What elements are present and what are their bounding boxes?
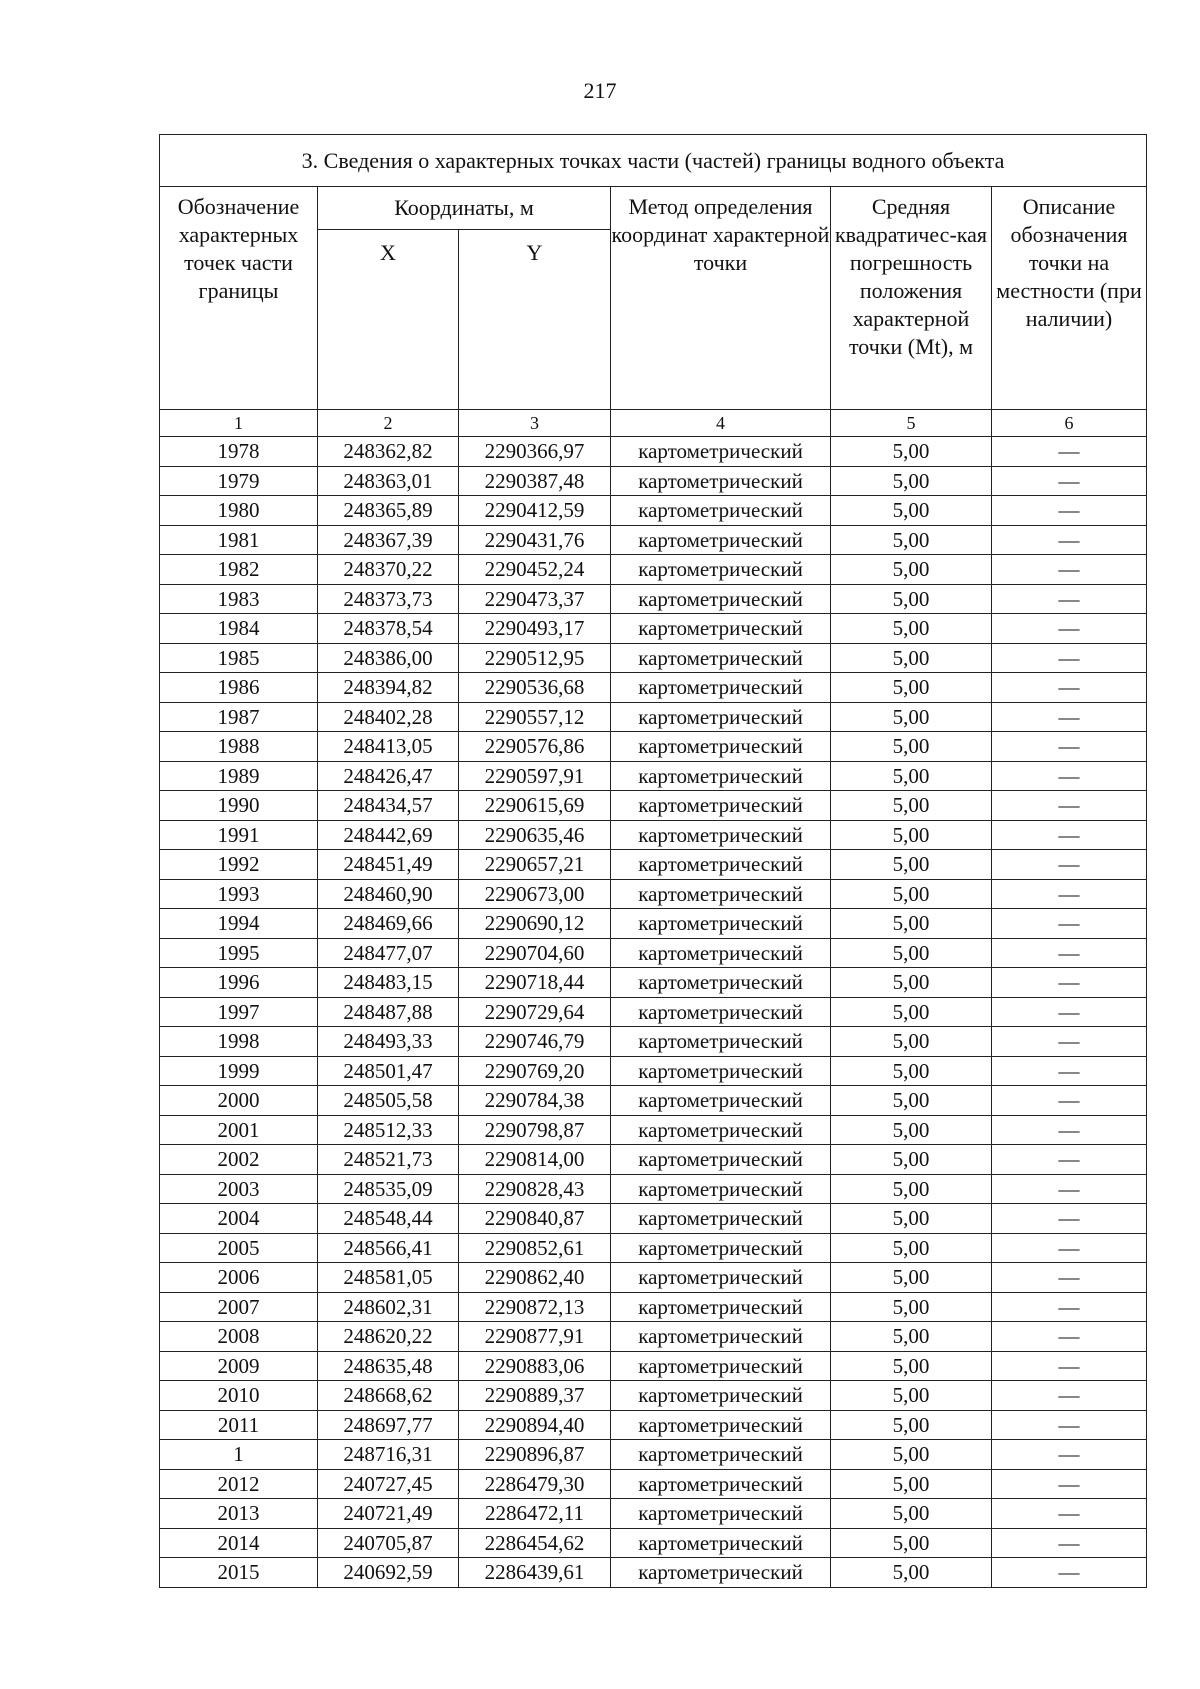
x-coordinate-cell: 248535,09 <box>318 1174 459 1204</box>
x-coordinate-cell: 248512,33 <box>318 1115 459 1145</box>
point-id-cell: 2003 <box>160 1174 318 1204</box>
x-coordinate-cell: 248367,39 <box>318 525 459 555</box>
y-coordinate-cell: 2290862,40 <box>459 1263 611 1293</box>
table-row <box>160 850 1147 880</box>
mt-cell: 5,00 <box>831 1233 992 1263</box>
mt-cell: 5,00 <box>831 1528 992 1558</box>
table-row <box>160 584 1147 614</box>
table-row <box>160 791 1147 821</box>
description-cell: — <box>992 879 1147 909</box>
point-id-cell: 1983 <box>160 584 318 614</box>
table-row <box>160 1322 1147 1352</box>
description-cell: — <box>992 1292 1147 1322</box>
mt-cell: 5,00 <box>831 1351 992 1381</box>
y-coordinate-cell: 2290635,46 <box>459 820 611 850</box>
mt-cell: 5,00 <box>831 968 992 998</box>
y-coordinate-cell: 2290690,12 <box>459 909 611 939</box>
point-id-cell: 1997 <box>160 997 318 1027</box>
table-row <box>160 1528 1147 1558</box>
mt-cell: 5,00 <box>831 732 992 762</box>
method-cell: картометрический <box>611 879 831 909</box>
description-cell: — <box>992 643 1147 673</box>
x-coordinate-cell: 248451,49 <box>318 850 459 880</box>
method-cell: картометрический <box>611 466 831 496</box>
point-id-cell: 1992 <box>160 850 318 880</box>
x-coordinate-cell: 248394,82 <box>318 673 459 703</box>
y-coordinate-cell: 2290872,13 <box>459 1292 611 1322</box>
x-coordinate-cell: 240721,49 <box>318 1499 459 1529</box>
y-coordinate-cell: 2290894,40 <box>459 1410 611 1440</box>
x-coordinate-cell: 248716,31 <box>318 1440 459 1470</box>
y-coordinate-cell: 2290877,91 <box>459 1322 611 1352</box>
mt-cell: 5,00 <box>831 1263 992 1293</box>
table-row <box>160 1351 1147 1381</box>
y-coordinate-cell: 2290883,06 <box>459 1351 611 1381</box>
description-cell: — <box>992 1204 1147 1234</box>
y-coordinate-cell: 2286454,62 <box>459 1528 611 1558</box>
x-coordinate-cell: 240727,45 <box>318 1469 459 1499</box>
mt-cell: 5,00 <box>831 1145 992 1175</box>
mt-cell: 5,00 <box>831 879 992 909</box>
table-row <box>160 1233 1147 1263</box>
method-cell: картометрический <box>611 909 831 939</box>
header-description: Описание обозначения точки на местности (при наличии) <box>992 187 1147 410</box>
header-designation: Обозначение характерных точек части границы <box>160 187 318 410</box>
method-cell: картометрический <box>611 1263 831 1293</box>
method-cell: картометрический <box>611 761 831 791</box>
table-row <box>160 997 1147 1027</box>
mt-cell: 5,00 <box>831 525 992 555</box>
method-cell: картометрический <box>611 1410 831 1440</box>
description-cell: — <box>992 1469 1147 1499</box>
table-row <box>160 496 1147 526</box>
method-cell: картометрический <box>611 437 831 467</box>
method-cell: картометрический <box>611 1086 831 1116</box>
mt-cell: 5,00 <box>831 761 992 791</box>
table-row <box>160 437 1147 467</box>
table-title: 3. Сведения о характерных точках части (частей) границы водного объекта <box>160 135 1147 187</box>
point-id-cell: 1994 <box>160 909 318 939</box>
mt-cell: 5,00 <box>831 555 992 585</box>
x-coordinate-cell: 248434,57 <box>318 791 459 821</box>
description-cell: — <box>992 909 1147 939</box>
point-id-cell: 1980 <box>160 496 318 526</box>
column-number: 3 <box>459 410 611 437</box>
method-cell: картометрический <box>611 1558 831 1588</box>
table-row <box>160 1174 1147 1204</box>
method-cell: картометрический <box>611 584 831 614</box>
point-id-cell: 2009 <box>160 1351 318 1381</box>
description-cell: — <box>992 1174 1147 1204</box>
column-number: 1 <box>160 410 318 437</box>
mt-cell: 5,00 <box>831 1204 992 1234</box>
y-coordinate-cell: 2290512,95 <box>459 643 611 673</box>
point-id-cell: 1996 <box>160 968 318 998</box>
x-coordinate-cell: 248581,05 <box>318 1263 459 1293</box>
method-cell: картометрический <box>611 1115 831 1145</box>
y-coordinate-cell: 2290493,17 <box>459 614 611 644</box>
y-coordinate-cell: 2290889,37 <box>459 1381 611 1411</box>
description-cell: — <box>992 614 1147 644</box>
table-row <box>160 614 1147 644</box>
mt-cell: 5,00 <box>831 997 992 1027</box>
mt-cell: 5,00 <box>831 1469 992 1499</box>
method-cell: картометрический <box>611 1381 831 1411</box>
x-coordinate-cell: 248566,41 <box>318 1233 459 1263</box>
method-cell: картометрический <box>611 1322 831 1352</box>
column-number: 6 <box>992 410 1147 437</box>
y-coordinate-cell: 2290784,38 <box>459 1086 611 1116</box>
y-coordinate-cell: 2290473,37 <box>459 584 611 614</box>
x-coordinate-cell: 248365,89 <box>318 496 459 526</box>
table-row <box>160 761 1147 791</box>
y-coordinate-cell: 2290704,60 <box>459 938 611 968</box>
description-cell: — <box>992 1027 1147 1057</box>
point-id-cell: 1979 <box>160 466 318 496</box>
mt-cell: 5,00 <box>831 1027 992 1057</box>
description-cell: — <box>992 1056 1147 1086</box>
description-cell: — <box>992 1086 1147 1116</box>
point-id-cell: 1998 <box>160 1027 318 1057</box>
method-cell: картометрический <box>611 1528 831 1558</box>
y-coordinate-cell: 2290852,61 <box>459 1233 611 1263</box>
header-y: Y <box>459 230 611 410</box>
x-coordinate-cell: 248483,15 <box>318 968 459 998</box>
point-id-cell: 1978 <box>160 437 318 467</box>
mt-cell: 5,00 <box>831 643 992 673</box>
method-cell: картометрический <box>611 732 831 762</box>
point-id-cell: 1987 <box>160 702 318 732</box>
point-id-cell: 1993 <box>160 879 318 909</box>
y-coordinate-cell: 2290769,20 <box>459 1056 611 1086</box>
point-id-cell: 1999 <box>160 1056 318 1086</box>
mt-cell: 5,00 <box>831 584 992 614</box>
method-cell: картометрический <box>611 1233 831 1263</box>
x-coordinate-cell: 248697,77 <box>318 1410 459 1440</box>
x-coordinate-cell: 248442,69 <box>318 820 459 850</box>
page-number: 217 <box>583 78 617 103</box>
description-cell: — <box>992 968 1147 998</box>
table-row <box>160 525 1147 555</box>
description-cell: — <box>992 1410 1147 1440</box>
mt-cell: 5,00 <box>831 437 992 467</box>
method-cell: картометрический <box>611 1351 831 1381</box>
header-x: X <box>318 230 459 410</box>
point-id-cell: 1982 <box>160 555 318 585</box>
description-cell: — <box>992 584 1147 614</box>
y-coordinate-cell: 2290412,59 <box>459 496 611 526</box>
table-row <box>160 1499 1147 1529</box>
y-coordinate-cell: 2290729,64 <box>459 997 611 1027</box>
description-cell: — <box>992 1381 1147 1411</box>
x-coordinate-cell: 248378,54 <box>318 614 459 644</box>
table-body <box>160 437 1147 1588</box>
x-coordinate-cell: 248620,22 <box>318 1322 459 1352</box>
method-cell: картометрический <box>611 1440 831 1470</box>
description-cell: — <box>992 1145 1147 1175</box>
table-row <box>160 1292 1147 1322</box>
method-cell: картометрический <box>611 643 831 673</box>
y-coordinate-cell: 2290452,24 <box>459 555 611 585</box>
x-coordinate-cell: 248521,73 <box>318 1145 459 1175</box>
column-number: 5 <box>831 410 992 437</box>
y-coordinate-cell: 2290896,87 <box>459 1440 611 1470</box>
y-coordinate-cell: 2290828,43 <box>459 1174 611 1204</box>
description-cell: — <box>992 496 1147 526</box>
mt-cell: 5,00 <box>831 496 992 526</box>
y-coordinate-cell: 2290798,87 <box>459 1115 611 1145</box>
method-cell: картометрический <box>611 702 831 732</box>
table-row <box>160 1440 1147 1470</box>
method-cell: картометрический <box>611 850 831 880</box>
y-coordinate-cell: 2286479,30 <box>459 1469 611 1499</box>
y-coordinate-cell: 2290814,00 <box>459 1145 611 1175</box>
table-row <box>160 555 1147 585</box>
point-id-cell: 2001 <box>160 1115 318 1145</box>
method-cell: картометрический <box>611 1204 831 1234</box>
table-row <box>160 643 1147 673</box>
table-row <box>160 820 1147 850</box>
column-number: 4 <box>611 410 831 437</box>
description-cell: — <box>992 850 1147 880</box>
y-coordinate-cell: 2290387,48 <box>459 466 611 496</box>
description-cell: — <box>992 1440 1147 1470</box>
table-row <box>160 1558 1147 1588</box>
x-coordinate-cell: 248501,47 <box>318 1056 459 1086</box>
table-row <box>160 466 1147 496</box>
method-cell: картометрический <box>611 1499 831 1529</box>
point-id-cell: 1984 <box>160 614 318 644</box>
method-cell: картометрический <box>611 1027 831 1057</box>
point-id-cell: 1995 <box>160 938 318 968</box>
point-id-cell: 1988 <box>160 732 318 762</box>
description-cell: — <box>992 1263 1147 1293</box>
description-cell: — <box>992 1115 1147 1145</box>
description-cell: — <box>992 1351 1147 1381</box>
mt-cell: 5,00 <box>831 1558 992 1588</box>
x-coordinate-cell: 248668,62 <box>318 1381 459 1411</box>
mt-cell: 5,00 <box>831 909 992 939</box>
mt-cell: 5,00 <box>831 1322 992 1352</box>
y-coordinate-cell: 2290536,68 <box>459 673 611 703</box>
description-cell: — <box>992 437 1147 467</box>
point-id-cell: 2000 <box>160 1086 318 1116</box>
mt-cell: 5,00 <box>831 938 992 968</box>
method-cell: картометрический <box>611 1292 831 1322</box>
point-id-cell: 2011 <box>160 1410 318 1440</box>
mt-cell: 5,00 <box>831 1086 992 1116</box>
point-id-cell: 1989 <box>160 761 318 791</box>
description-cell: — <box>992 525 1147 555</box>
point-id-cell: 2002 <box>160 1145 318 1175</box>
x-coordinate-cell: 248493,33 <box>318 1027 459 1057</box>
point-id-cell: 2006 <box>160 1263 318 1293</box>
mt-cell: 5,00 <box>831 850 992 880</box>
description-cell: — <box>992 1233 1147 1263</box>
method-cell: картометрический <box>611 496 831 526</box>
x-coordinate-cell: 248602,31 <box>318 1292 459 1322</box>
method-cell: картометрический <box>611 1174 831 1204</box>
table-row <box>160 1056 1147 1086</box>
method-cell: картометрический <box>611 555 831 585</box>
description-cell: — <box>992 466 1147 496</box>
mt-cell: 5,00 <box>831 1292 992 1322</box>
point-id-cell: 1981 <box>160 525 318 555</box>
table-row <box>160 1145 1147 1175</box>
x-coordinate-cell: 248402,28 <box>318 702 459 732</box>
mt-cell: 5,00 <box>831 791 992 821</box>
y-coordinate-cell: 2286439,61 <box>459 1558 611 1588</box>
description-cell: — <box>992 997 1147 1027</box>
method-cell: картометрический <box>611 820 831 850</box>
x-coordinate-cell: 248477,07 <box>318 938 459 968</box>
method-cell: картометрический <box>611 673 831 703</box>
description-cell: — <box>992 702 1147 732</box>
description-cell: — <box>992 938 1147 968</box>
point-id-cell: 1 <box>160 1440 318 1470</box>
description-cell: — <box>992 1499 1147 1529</box>
point-id-cell: 2014 <box>160 1528 318 1558</box>
boundary-points-table <box>159 134 1147 1588</box>
x-coordinate-cell: 248363,01 <box>318 466 459 496</box>
table-row <box>160 1410 1147 1440</box>
table-row <box>160 938 1147 968</box>
table-row <box>160 732 1147 762</box>
mt-cell: 5,00 <box>831 614 992 644</box>
description-cell: — <box>992 761 1147 791</box>
point-id-cell: 2013 <box>160 1499 318 1529</box>
point-id-cell: 2007 <box>160 1292 318 1322</box>
table-row <box>160 1204 1147 1234</box>
y-coordinate-cell: 2290366,97 <box>459 437 611 467</box>
table-row <box>160 1115 1147 1145</box>
table-row <box>160 673 1147 703</box>
point-id-cell: 1990 <box>160 791 318 821</box>
point-id-cell: 2004 <box>160 1204 318 1234</box>
y-coordinate-cell: 2290597,91 <box>459 761 611 791</box>
table-row <box>160 1263 1147 1293</box>
table-row <box>160 1381 1147 1411</box>
y-coordinate-cell: 2290673,00 <box>459 879 611 909</box>
description-cell: — <box>992 732 1147 762</box>
description-cell: — <box>992 1558 1147 1588</box>
y-coordinate-cell: 2290576,86 <box>459 732 611 762</box>
method-cell: картометрический <box>611 938 831 968</box>
point-id-cell: 2012 <box>160 1469 318 1499</box>
point-id-cell: 2005 <box>160 1233 318 1263</box>
y-coordinate-cell: 2290431,76 <box>459 525 611 555</box>
x-coordinate-cell: 248370,22 <box>318 555 459 585</box>
mt-cell: 5,00 <box>831 466 992 496</box>
description-cell: — <box>992 555 1147 585</box>
mt-cell: 5,00 <box>831 820 992 850</box>
mt-cell: 5,00 <box>831 1056 992 1086</box>
method-cell: картометрический <box>611 1056 831 1086</box>
y-coordinate-cell: 2290657,21 <box>459 850 611 880</box>
table-row <box>160 1027 1147 1057</box>
x-coordinate-cell: 248426,47 <box>318 761 459 791</box>
mt-cell: 5,00 <box>831 1499 992 1529</box>
method-cell: картометрический <box>611 1145 831 1175</box>
x-coordinate-cell: 248469,66 <box>318 909 459 939</box>
point-id-cell: 2008 <box>160 1322 318 1352</box>
mt-cell: 5,00 <box>831 673 992 703</box>
point-id-cell: 2015 <box>160 1558 318 1588</box>
method-cell: картометрический <box>611 525 831 555</box>
x-coordinate-cell: 248460,90 <box>318 879 459 909</box>
method-cell: картометрический <box>611 997 831 1027</box>
header-rmse: Средняя квадратичес-кая погрешность положения характерной точки (Mt), м <box>831 187 992 410</box>
point-id-cell: 1986 <box>160 673 318 703</box>
x-coordinate-cell: 248386,00 <box>318 643 459 673</box>
mt-cell: 5,00 <box>831 1440 992 1470</box>
x-coordinate-cell: 240692,59 <box>318 1558 459 1588</box>
description-cell: — <box>992 1528 1147 1558</box>
y-coordinate-cell: 2290615,69 <box>459 791 611 821</box>
mt-cell: 5,00 <box>831 702 992 732</box>
x-coordinate-cell: 240705,87 <box>318 1528 459 1558</box>
mt-cell: 5,00 <box>831 1115 992 1145</box>
method-cell: картометрический <box>611 791 831 821</box>
description-cell: — <box>992 673 1147 703</box>
table-row <box>160 909 1147 939</box>
point-id-cell: 1985 <box>160 643 318 673</box>
point-id-cell: 2010 <box>160 1381 318 1411</box>
y-coordinate-cell: 2290746,79 <box>459 1027 611 1057</box>
column-numbers-row <box>160 410 1147 437</box>
column-number: 2 <box>318 410 459 437</box>
method-cell: картометрический <box>611 614 831 644</box>
method-cell: картометрический <box>611 968 831 998</box>
x-coordinate-cell: 248413,05 <box>318 732 459 762</box>
mt-cell: 5,00 <box>831 1381 992 1411</box>
method-cell: картометрический <box>611 1469 831 1499</box>
x-coordinate-cell: 248505,58 <box>318 1086 459 1116</box>
x-coordinate-cell: 248362,82 <box>318 437 459 467</box>
table-row <box>160 1469 1147 1499</box>
x-coordinate-cell: 248487,88 <box>318 997 459 1027</box>
y-coordinate-cell: 2290718,44 <box>459 968 611 998</box>
description-cell: — <box>992 791 1147 821</box>
description-cell: — <box>992 1322 1147 1352</box>
point-id-cell: 1991 <box>160 820 318 850</box>
y-coordinate-cell: 2286472,11 <box>459 1499 611 1529</box>
y-coordinate-cell: 2290840,87 <box>459 1204 611 1234</box>
x-coordinate-cell: 248635,48 <box>318 1351 459 1381</box>
y-coordinate-cell: 2290557,12 <box>459 702 611 732</box>
header-coordinates: Координаты, м <box>318 187 611 230</box>
description-cell: — <box>992 820 1147 850</box>
x-coordinate-cell: 248373,73 <box>318 584 459 614</box>
header-method: Метод определения координат характерной точки <box>611 187 831 410</box>
mt-cell: 5,00 <box>831 1410 992 1440</box>
mt-cell: 5,00 <box>831 1174 992 1204</box>
table-row <box>160 702 1147 732</box>
x-coordinate-cell: 248548,44 <box>318 1204 459 1234</box>
table-row <box>160 968 1147 998</box>
table-row <box>160 879 1147 909</box>
table-row <box>160 1086 1147 1116</box>
